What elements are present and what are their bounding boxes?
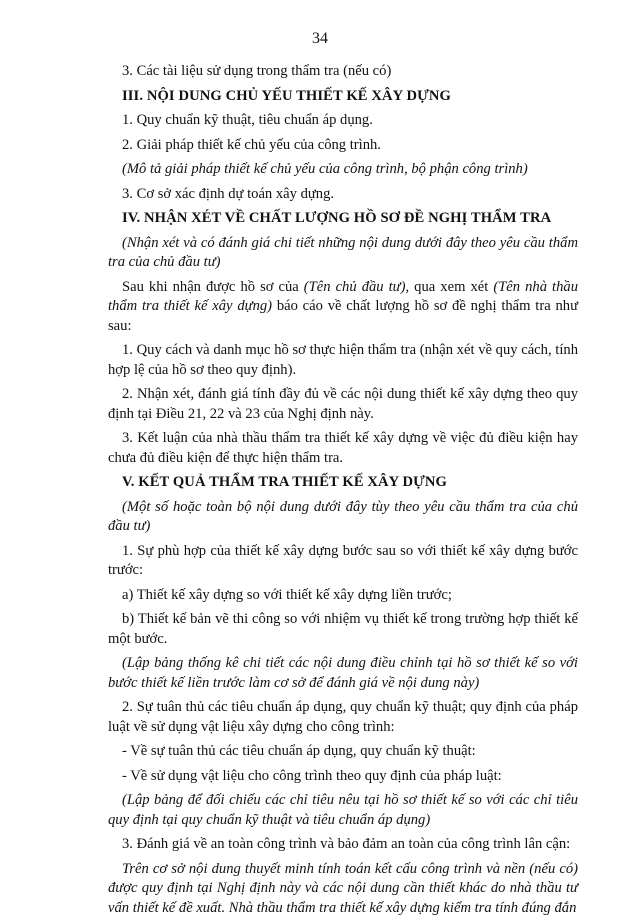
italic-span: (Tên nhà thầu thẩm tra thiết kế xây dựng) (108, 278, 578, 314)
body-paragraph: 1. Quy chuẩn kỹ thuật, tiêu chuẩn áp dụng. (122, 112, 373, 128)
italic-span: (Tên chủ đầu tư) (303, 278, 406, 295)
italic-note: (Lập bảng thống kê chi tiết các nội dung điều chỉnh tại hồ sơ thiết kế so với bước thiết kế liền trước làm cơ sở để đánh giá về nội dung này) (108, 655, 578, 691)
italic-note: (Nhận xét và có đánh giá chi tiết những nội dung dưới đây theo yêu cầu thẩm tra của chủ đầu tư) (108, 234, 578, 270)
body-paragraph: 2. Nhận xét, đánh giá tính đầy đủ về các nội dung thiết kế xây dựng theo quy định tại Điều 21, 22 và 23 của Nghị định này. (108, 386, 578, 422)
italic-note: (Mô tả giải pháp thiết kế chủ yếu của công trình, bộ phận công trình) (122, 161, 528, 177)
body-paragraph: 3. Đánh giá về an toàn công trình và bảo đảm an toàn của công trình lân cận: (122, 836, 571, 852)
body-paragraph: 2. Giải pháp thiết kế chủ yếu của công trình. (122, 136, 381, 153)
body-paragraph: 2. Sự tuân thủ các tiêu chuẩn áp dụng, quy chuẩn kỹ thuật; quy định của pháp luật về sử dụng vật liệu xây dựng cho công trình: (108, 699, 578, 735)
body-paragraph: 1. Quy cách và danh mục hồ sơ thực hiện thẩm tra (nhận xét về quy cách, tính hợp lệ của hồ sơ theo quy định). (108, 342, 578, 378)
body-paragraph: a) Thiết kế xây dựng so với thiết kế xây dựng liền trước; (122, 586, 452, 603)
page-number: 34 (312, 30, 328, 47)
body-paragraph: 3. Các tài liệu sử dụng trong thẩm tra (nếu có) (122, 63, 392, 79)
italic-note: (Một số hoặc toàn bộ nội dung dưới đây tùy theo yêu cầu thẩm tra của chủ đầu tư) (108, 498, 578, 534)
italic-note: (Lập bảng để đối chiếu các chỉ tiêu nêu tại hồ sơ thiết kế so với các chỉ tiêu quy định tại quy chuẩn kỹ thuật và tiêu chuẩn áp dụng) (108, 792, 578, 828)
text-span: , qua xem xét (405, 278, 494, 295)
body-paragraph: 1. Sự phù hợp của thiết kế xây dựng bước sau so với thiết kế xây dựng bước trước: (108, 542, 578, 578)
body-paragraph: - Về sự tuân thủ các tiêu chuẩn áp dụng, quy chuẩn kỹ thuật: (122, 743, 476, 759)
section-heading: V. KẾT QUẢ THẨM TRA THIẾT KẾ XÂY DỰNG (122, 474, 447, 490)
text-span: báo cáo về chất lượng hồ sơ đề nghị thẩm tra như sau: (108, 298, 578, 334)
body-paragraph: b) Thiết kế bản vẽ thi công so với nhiệm vụ thiết kế trong trường hợp thiết kế một bước. (108, 611, 578, 647)
document-body (108, 62, 578, 923)
italic-note: Trên cơ sở nội dung thuyết minh tính toán kết cấu công trình và nền (nếu có) được quy định tại Nghị định này và các nội dung cần thiết khác do nhà thầu tư vấn thiết kế đề xuất. Nhà thầu thẩm tra thiết kế xây dựng kiểm tra tính đúng đắn (108, 860, 578, 916)
body-paragraph: 3. Cơ sở xác định dự toán xây dựng. (122, 185, 335, 202)
text-span: Sau khi nhận được hồ sơ của (122, 278, 304, 295)
section-heading: III. NỘI DUNG CHỦ YẾU THIẾT KẾ XÂY DỰNG (122, 87, 451, 104)
section-heading: IV. NHẬN XÉT VỀ CHẤT LƯỢNG HỒ SƠ ĐỀ NGHỊ THẨM TRA (122, 210, 552, 226)
body-paragraph: - Về sử dụng vật liệu cho công trình theo quy định của pháp luật: (122, 767, 502, 784)
body-paragraph: 3. Kết luận của nhà thầu thẩm tra thiết kế xây dựng về việc đủ điều kiện hay chưa đủ điều kiện để thực hiện thẩm tra. (108, 430, 578, 466)
body-paragraph (108, 278, 578, 337)
